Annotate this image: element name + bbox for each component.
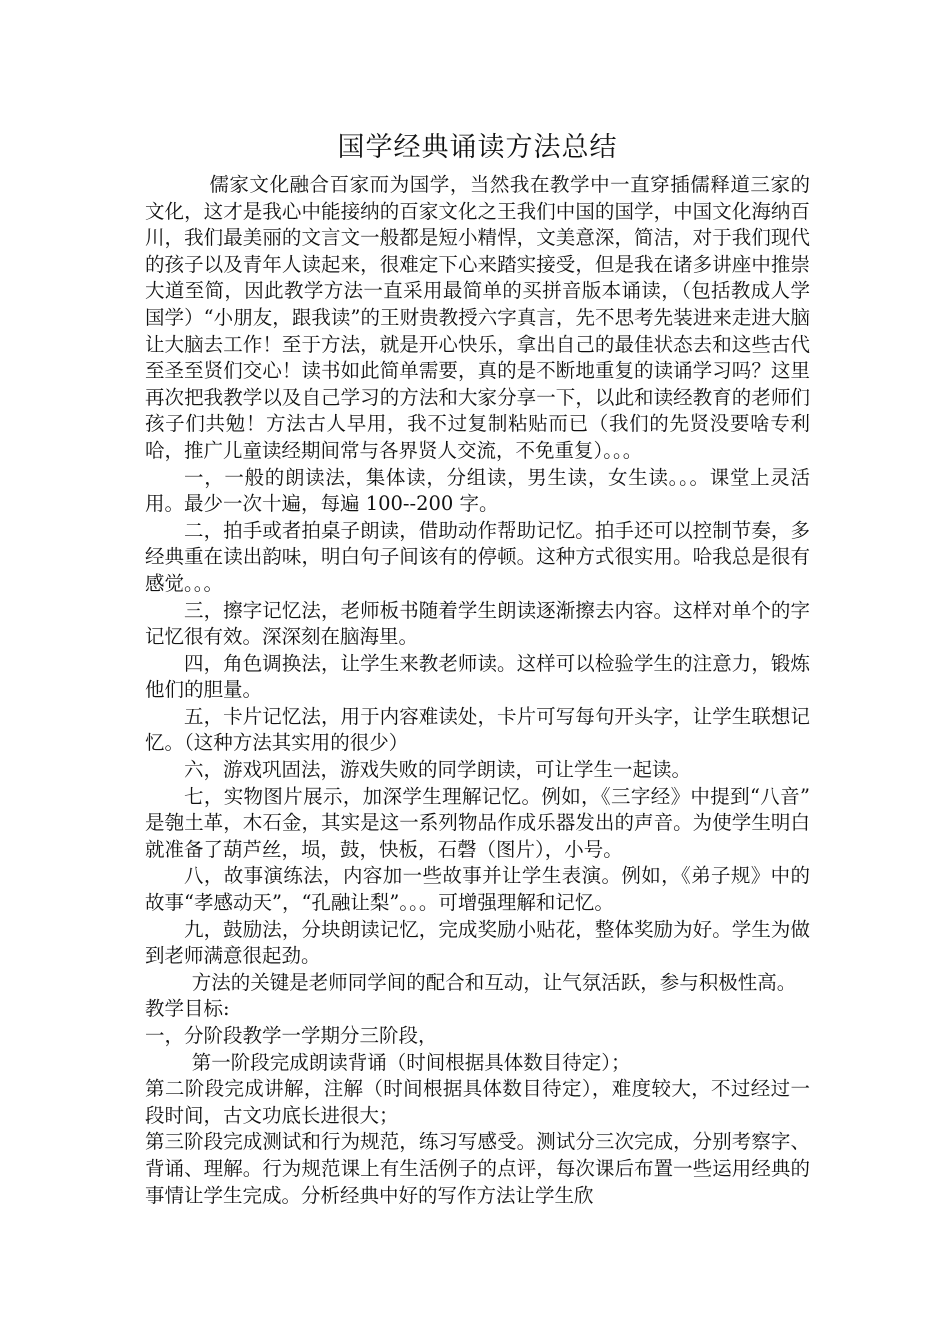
method-5: 五，卡片记忆法，用于内容难读处，卡片可写每句开头字，让学生联想记忆。（这种方法其实用的很少） [145,704,810,755]
method-6: 六，游戏巩固法，游戏失败的同学朗读，可让学生一起读。 [184,758,692,782]
method-2: 二，拍手或者拍桌子朗读，借助动作帮助记忆。拍手还可以控制节奏，多经典重在读出韵味，明白句子间该有的停顿。这种方式很实用。哈我总是很有感觉。。。 [145,518,810,595]
stage-1: 第一阶段完成朗读背诵（时间根据具体数目待定）； [191,1050,631,1074]
methods-summary: 方法的关键是老师同学间的配合和互动，让气氛活跃，参与积极性高。 [191,970,797,994]
intro-paragraph: 儒家文化融合百家而为国学，当然我在教学中一直穿插儒释道三家的文化，这才是我心中能接纳的百家文化之王我们中国的国学，中国文化海纳百川，我们最美丽的文言文一般都是短小精悍，文美意深，简洁，对于我们现代的孩子以及青年人读起来，很难定下心来踏实接受，但是我在诸多讲座中推崇大道至简，因此教学方法一直采用最简单的买拼音版本诵读，（包括教成人学国学）“小朋友，跟我读”的王财贵教授六字真言，先不思考先装进来走进大脑让大脑去工作！至于方法，就是开心快乐，拿出自己的最佳状态去和这些古代至圣至贤们交心！读书如此简单需要，真的是不断地重复的读诵学习吗？这里再次把我教学以及自己学习的方法和大家分享一下，以此和读经教育的老师们孩子们共勉！方法古人早用，我不过复制粘贴而已（我们的先贤没要啥专利哈，推广儿童读经期间常与各界贤人交流，不免重复）。。。 [145,173,810,462]
document-page [145,128,810,1209]
method-8: 八，故事演练法，内容加一些故事并让学生表演。例如，《弟子规》中的故事“孝感动天”，“孔融让梨”。。。可增强理解和记忆。 [145,864,810,915]
method-9: 九，鼓励法，分块朗读记忆，完成奖励小贴花，整体奖励为好。学生为做到老师满意很起劲。 [145,917,810,968]
method-7: 七，实物图片展示，加深学生理解记忆。例如，《三字经》中提到“八音” 是匏土革，木石金，其实是这一系列物品作成乐器发出的声音。为使学生明白就准备了葫芦丝，埙，鼓，快板，石磬（图片），小号。 [145,784,810,861]
stage-3: 第三阶段完成测试和行为规范，练习写感受。测试分三次完成，分别考察字、背诵、理解。行为规范课上有生活例子的点评，每次课后布置一些运用经典的事情让学生完成。分析经典中好的写作方法让学生欣 [145,1130,810,1207]
goals-heading: 教学目标: [145,997,230,1021]
document-title: 国学经典诵读方法总结 [337,132,618,163]
stage-2: 第二阶段完成讲解，注解（时间根据具体数目待定），难度较大，不过经过一段时间，古文功底长进很大； [145,1077,810,1127]
method-4: 四，角色调换法，让学生来教老师读。这样可以检验学生的注意力，锻炼他们的胆量。 [145,651,810,702]
goals-item-1: 一，分阶段教学一学期分三阶段， [145,1024,438,1047]
method-1: 一，一般的朗读法，集体读，分组读，男生读，女生读。。。课堂上灵活用。最少一次十遍，每遍 100--200 字。 [145,465,810,516]
method-3: 三，擦字记忆法，老师板书随着学生朗读逐渐擦去内容。这样对单个的字记忆很有效。深深刻在脑海里。 [145,598,810,649]
